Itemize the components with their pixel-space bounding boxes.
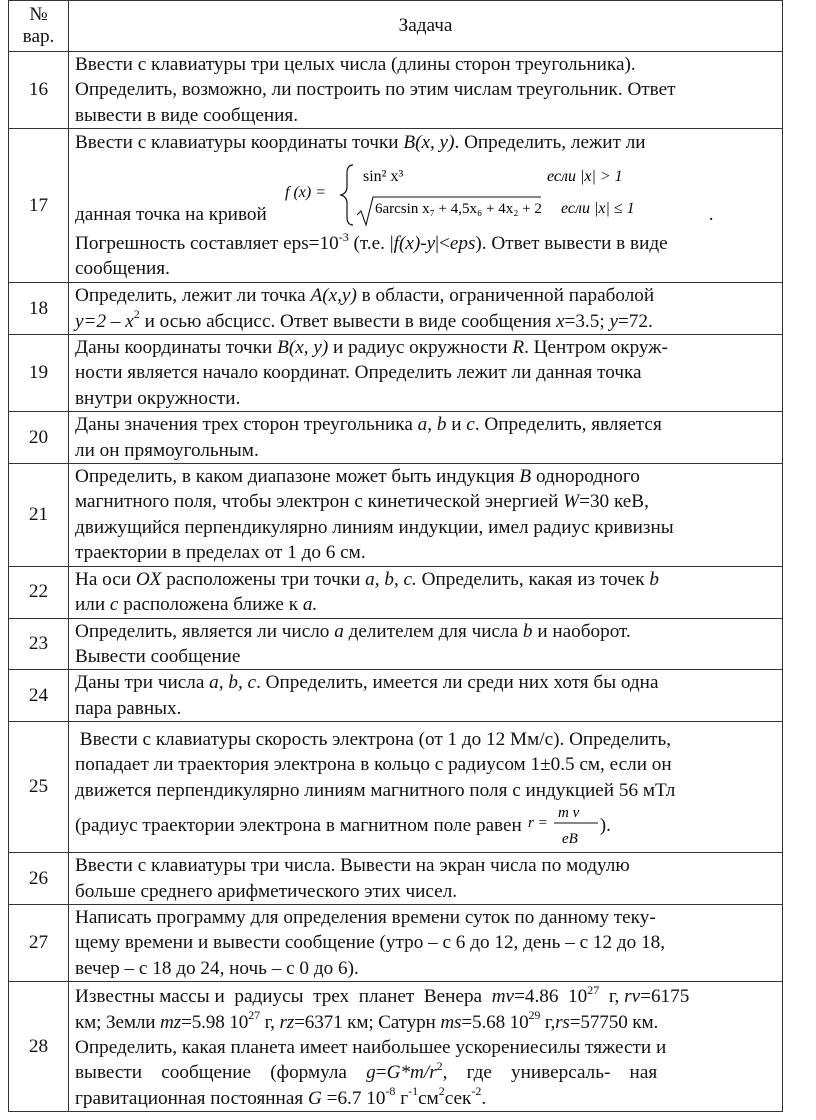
task-line: Даны три числа a, b, c. Определить, имеется ли среди них хотя бы одна	[75, 672, 659, 694]
task-text	[69, 52, 783, 129]
formula-fx: f (x) =	[284, 184, 326, 202]
task-table	[8, 0, 783, 1112]
variant-number: 23	[9, 618, 69, 670]
task-line: км; Земли mz=5.98 $10^{27}$ г, rz=6371 км; Сатурн ms=5.68 $10^{29}$ г,rs=57750 км.	[75, 1008, 659, 1033]
brace-icon	[341, 165, 353, 225]
table-row	[9, 853, 783, 905]
task-line: Написать программу для определения времени суток по данному теку-	[75, 906, 656, 928]
variant-number: 18	[9, 283, 69, 335]
task-text	[69, 283, 783, 335]
task-line: щему времени и вывести сообщение (утро – с 6 до 12, день – с 12 до 18,	[75, 932, 666, 954]
table-row	[9, 982, 783, 1112]
formula-lhs: r =	[527, 815, 548, 832]
table-header-row	[9, 1, 783, 52]
task-line: $y=2 - x^2$ и осью абсцисс. Ответ вывести в виде сообщения x=3.5; y=72.	[75, 307, 653, 332]
task-text	[69, 464, 783, 567]
variant-number: 26	[9, 853, 69, 905]
task-line: На оси OX расположены три точки a, b, c. Определить, какая из точек b	[75, 568, 659, 590]
task-line: Ввести с клавиатуры координаты точки B(x, y). Определить, лежит ли	[75, 131, 646, 153]
variant-number: 20	[9, 412, 69, 464]
task-line: движется перпендикулярно линиям магнитного поля с индукцией 56 мТл	[75, 779, 676, 801]
task-line: Ввести с клавиатуры скорость электрона (от 1 до 12 Мм/с). Определить,	[75, 729, 672, 751]
table-row	[9, 335, 783, 412]
piecewise-formula	[285, 157, 705, 231]
task-text	[69, 722, 783, 853]
task-header: Задача	[69, 1, 783, 52]
variant-number: 19	[9, 335, 69, 412]
task-line: вечер – с 18 до 24, ночь – с 0 до 6).	[75, 957, 359, 979]
task-text	[69, 853, 783, 905]
variant-number: 28	[9, 982, 69, 1112]
variant-number: 17	[9, 129, 69, 283]
variant-number: 21	[9, 464, 69, 567]
task-line: сообщения.	[75, 258, 170, 280]
task-line: траектории в пределах от 1 до 6 см.	[75, 542, 366, 564]
task-line: Ввести с клавиатуры три числа. Вывести на экран числа по модулю	[75, 855, 630, 877]
table-row	[9, 670, 783, 722]
table-row	[9, 283, 783, 335]
variant-number: 24	[9, 670, 69, 722]
variant-number: 25	[9, 722, 69, 853]
table-row	[9, 129, 783, 283]
task-line: Вывести сообщение	[75, 645, 241, 667]
formula-denominator: eB	[561, 831, 578, 848]
table-row	[9, 412, 783, 464]
table-row	[9, 52, 783, 129]
task-line: Определить, возможно, ли построить по этим числам треугольник. Ответ	[75, 79, 676, 101]
task-text	[69, 335, 783, 412]
task-line: Даны значения трех сторон треугольника a, b и c. Определить, является	[75, 414, 662, 436]
task-line: Даны координаты точки B(x, y) и радиус окружности R. Центром окруж-	[75, 337, 668, 359]
task-line: Ввести с клавиатуры три целых числа (длины сторон треугольника).	[75, 54, 636, 75]
task-line: Определить, лежит ли точка A(x,y) в области, ограниченной параболой	[75, 285, 655, 307]
task-line: движущийся перпендикулярно линиям индукции, имел радиус кривизны	[75, 516, 674, 538]
variant-number: 27	[9, 904, 69, 981]
task-line: (радиус траектории электрона в магнитном поле равен r = m v eB ).	[75, 805, 611, 848]
formula-top: sin² x³	[362, 168, 403, 186]
variant-number: 22	[9, 566, 69, 618]
radius-formula	[528, 803, 600, 847]
task-line: больше среднего арифметического этих чисел.	[75, 880, 458, 902]
task-line: ности является начало координат. Определить лежит ли данная точка	[75, 362, 642, 384]
formula-bottom: 6arcsin x₇ + 4,5x₆ + 4x₂ + 2	[374, 201, 542, 218]
table-row	[9, 618, 783, 670]
table-row	[9, 904, 783, 981]
variant-header: № вар.	[9, 1, 69, 52]
task-line: Известны массы и радиусы трех планет Венера mv=4.86 $10^{27}$ г, rv=6175	[75, 982, 690, 1008]
task-line: гравитационная постоянная G =6.7 $10^{-8}$ $г^{-1}см^2сек^{-2}$.	[75, 1084, 487, 1109]
variant-number: 16	[9, 52, 69, 129]
task-text	[69, 904, 783, 981]
task-line: ли он прямоугольным.	[75, 439, 259, 461]
task-line: Определить, какая планета имеет наибольшее ускорениесилы тяжести и	[75, 1036, 667, 1058]
task-line: пара равных.	[75, 697, 182, 719]
task-text	[69, 618, 783, 670]
task-text	[69, 982, 783, 1112]
table-row	[9, 566, 783, 618]
task-line: Определить, в каком диапазоне может быть индукция B однородного	[75, 466, 640, 488]
task-line: попадает ли траектория электрона в кольцо с радиусом 1±0.5 см, если он	[75, 754, 672, 776]
task-line: вывести в виде сообщения.	[75, 104, 299, 126]
task-line: Определить, является ли число a делителем для числа b и наоборот.	[75, 620, 631, 642]
formula-numerator: m v	[557, 805, 580, 822]
task-line: вывести сообщение (формула $g=G*m/r^2$, где универсаль- ная	[75, 1058, 658, 1084]
task-text	[69, 566, 783, 618]
formula-bottom-cond: если |x| ≤ 1	[560, 200, 635, 218]
task-line: Погрешность составляет $eps=10^{-3}$ (т.е. |f(x)-y|<eps). Ответ вывести в виде	[75, 229, 668, 255]
task-line: данная точка на кривой f (x) = sin² x³ если |x| > 1 6arcsin x₇ + 4,5x₆ + 4x₂ + 2 если |x| ≤ 1 .	[75, 155, 778, 231]
task-text	[69, 412, 783, 464]
table-row	[9, 722, 783, 853]
task-line: магнитного поля, чтобы электрон с кинетической энергией W=30 кеВ,	[75, 491, 649, 513]
task-text	[69, 670, 783, 722]
formula-top-cond: если |x| > 1	[546, 168, 623, 186]
task-line: внутри окружности.	[75, 387, 241, 409]
task-text	[69, 129, 783, 283]
task-line: или c расположена ближе к a.	[75, 594, 318, 616]
table-row	[9, 464, 783, 567]
